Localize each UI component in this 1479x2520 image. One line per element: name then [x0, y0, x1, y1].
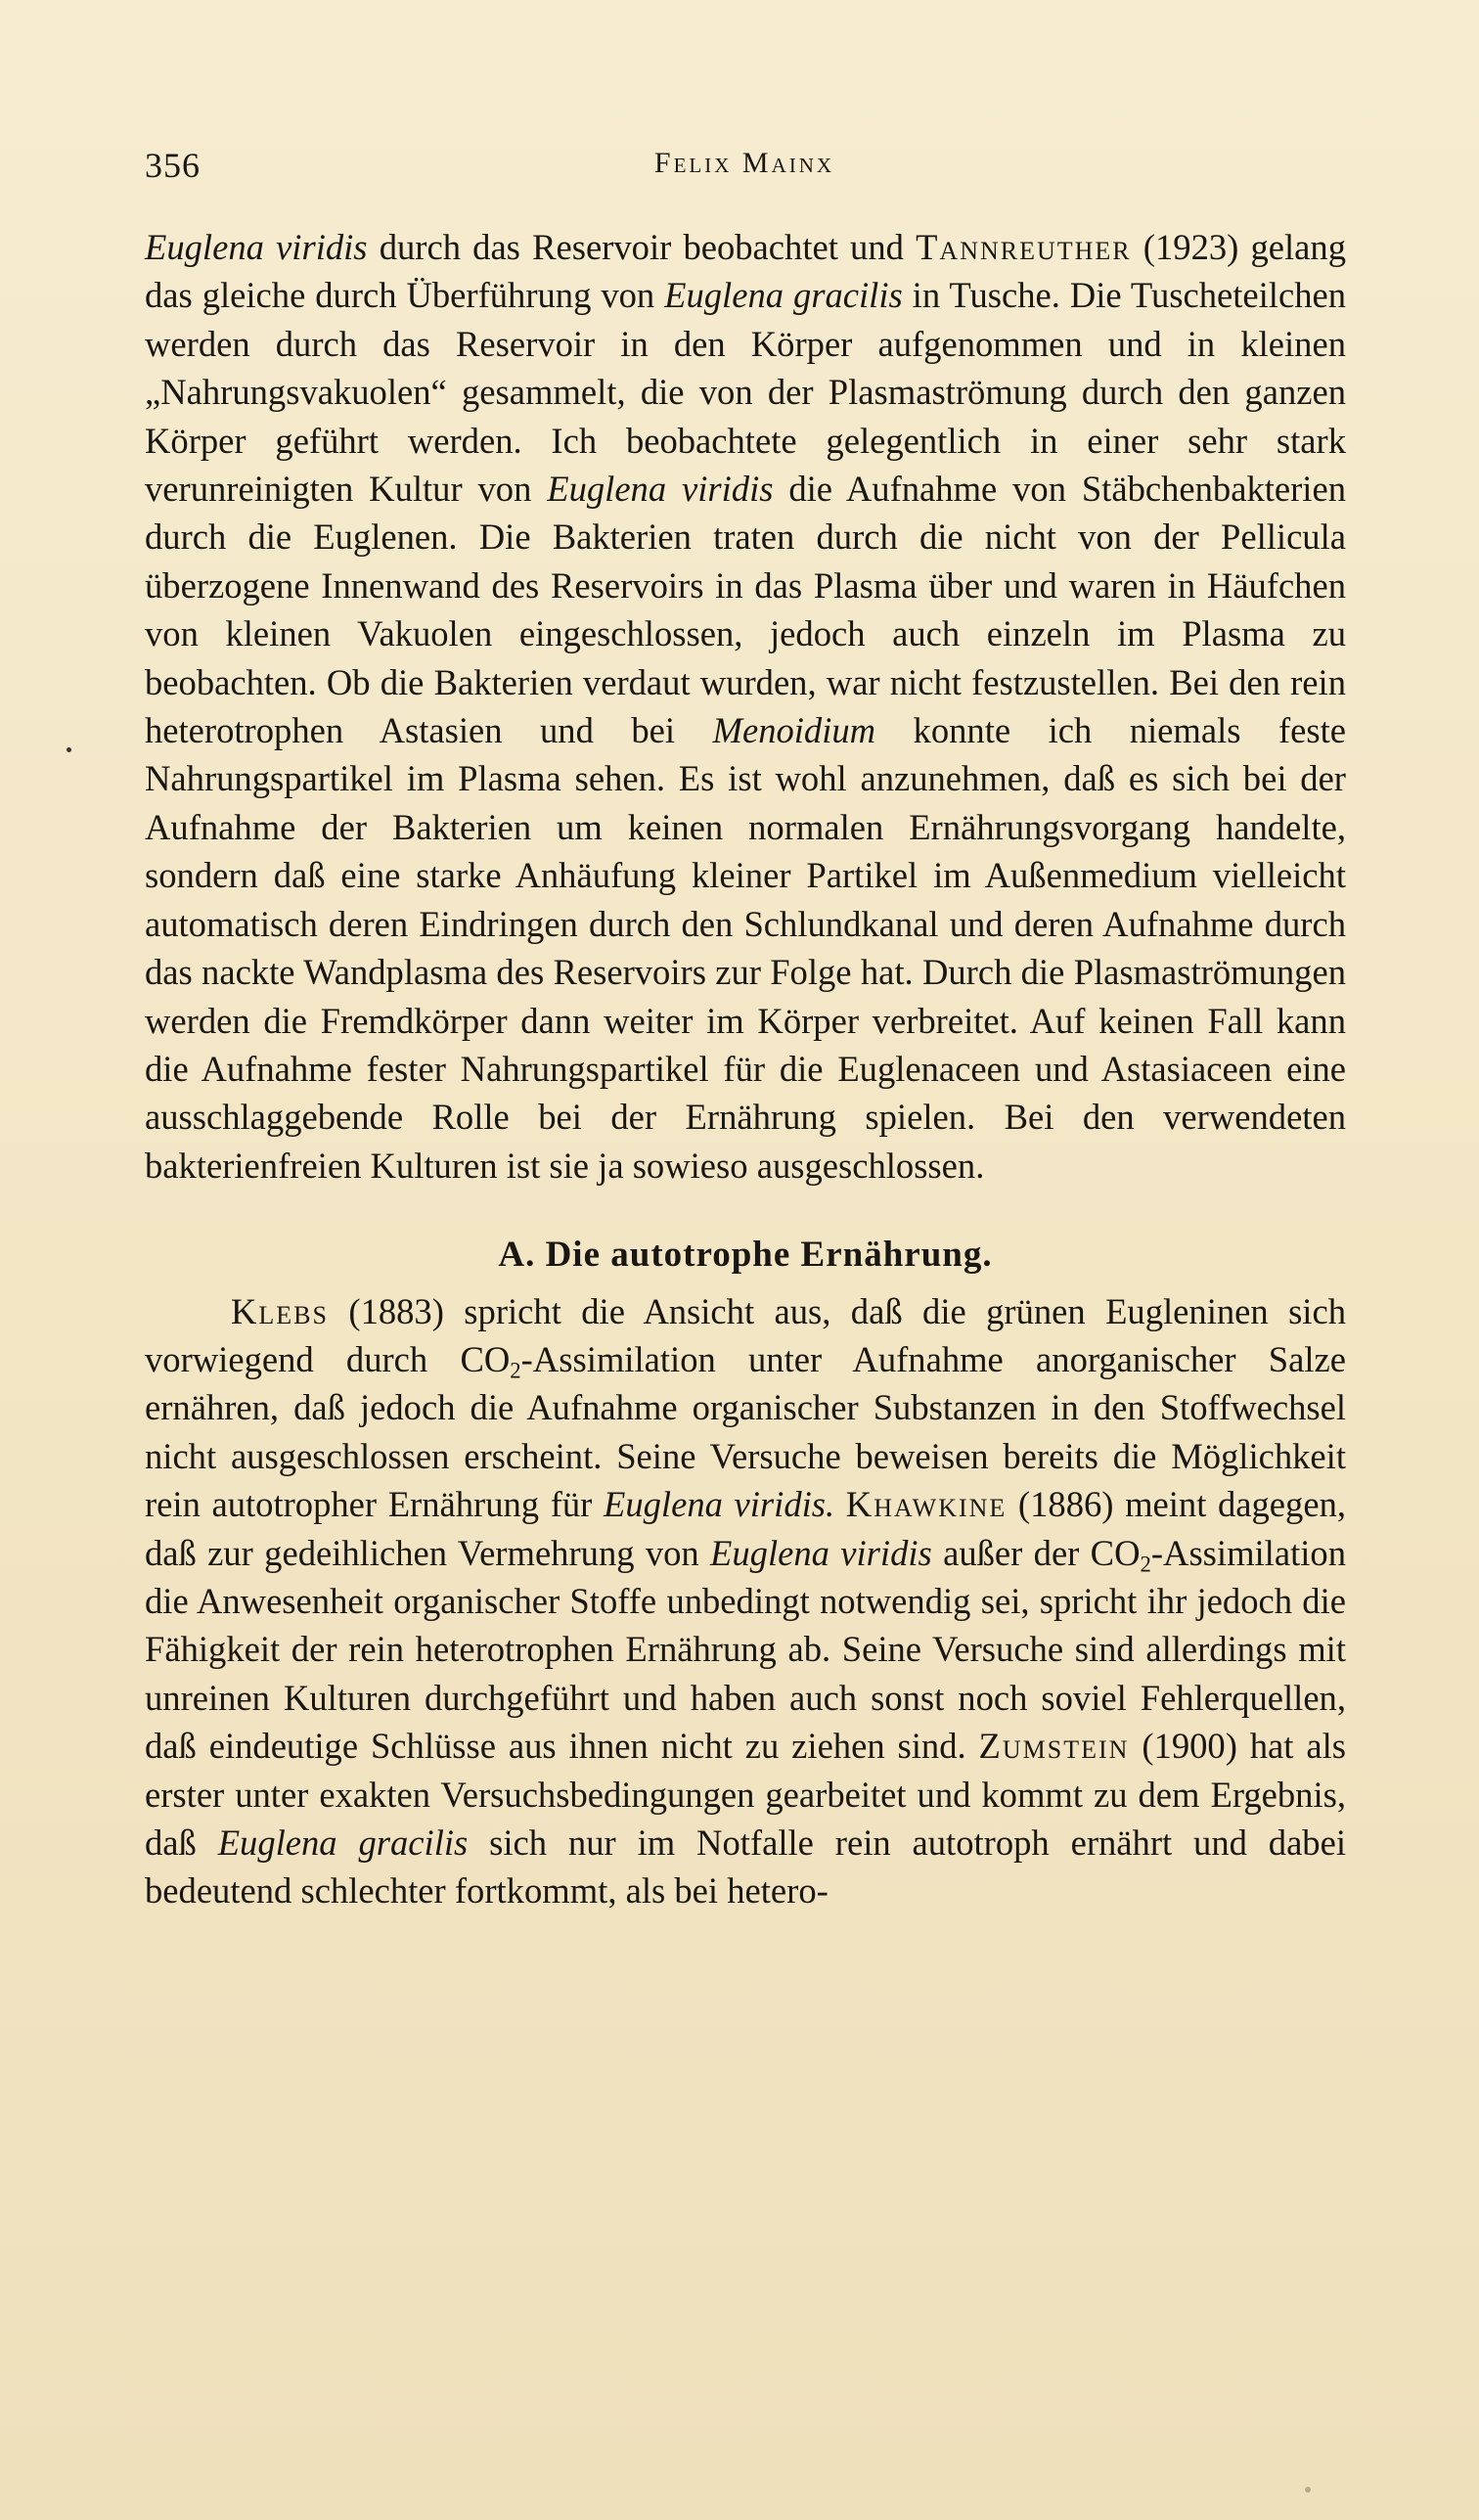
- subscript: 2: [510, 1358, 521, 1383]
- section-heading: A. Die autotrophe Ernährung.: [498, 1235, 993, 1276]
- text-run: -Assimilation die Anwesenheit organischer Stoffe unbedingt notwendig sei, spricht ihr jedoch die Fähigkeit der rein heterotrophen Ernährung ab. Seine Versuche sind allerdings mit unreinen Kulturen durchgeführt und haben auch sonst noch soviel Fehlerquellen, daß eindeutige Schlüsse aus ihnen nicht zu ziehen sind.: [145, 1532, 1346, 1767]
- text-run: konnte ich niemals feste Nahrungspartikel im Plasma sehen. Es ist wohl anzunehmen, daß es sich bei der Aufnahme der Bakterien um keinen normalen Ernährungsvorgang handelte, sondern daß eine starke Anhäufung kleiner Partikel im Außenmedium vielleicht automatisch deren Eindringen durch den Schlundkanal und deren Aufnahme durch das nackte Wandplasma des Reservoirs zur Folge hat. Durch die Plasmaströmungen werden die Fremdkörper dann weiter im Körper verbreitet. Auf keinen Fall kann die Aufnahme fester Nahrungspartikel für die Euglenaceen und Astasiaceen eine ausschlaggebende Rolle bei der Ernährung spielen. Bei den verwendeten bakterienfreien Kulturen ist sie ja sowieso ausgeschlossen.: [145, 710, 1346, 1186]
- italic-span: Menoidium: [712, 710, 876, 751]
- margin-speck: [1305, 2487, 1311, 2493]
- text-run: (1900) hat als erster unter exakten Versuchsbedingungen gearbeitet und kommt zu dem Ergebnis, daß: [145, 1726, 1346, 1863]
- small-caps-author: Klebs: [231, 1290, 329, 1331]
- italic-span: Euglena gracilis: [217, 1822, 469, 1863]
- subscript: 2: [1140, 1551, 1151, 1576]
- running-head: Felix Mainx: [653, 147, 835, 179]
- text-run: in Tusche. Die Tuscheteilchen werden durch das Reservoir in den Körper aufgenommen und in kleinen „Nahrungsvakuolen“ gesammelt, die von der Plasmaströmung durch den ganzen Körper geführt werden. Ich beobachtete gelegentlich in einer sehr stark verunreinigten Kultur von: [145, 275, 1347, 510]
- text-run: durch das Reservoir beobachtet und: [367, 227, 917, 267]
- italic-span: Euglena viridis: [145, 227, 368, 267]
- small-caps-author: Khawkine: [845, 1484, 1008, 1525]
- text-run: (1923) gelang das gleiche durch Überführung von: [145, 227, 1346, 316]
- italic-span: Euglena gracilis: [664, 275, 903, 316]
- page-number: 356: [145, 146, 201, 185]
- small-caps-author: Tannreuther: [916, 227, 1132, 267]
- italic-span: Euglena viridis: [547, 469, 774, 510]
- text-run: -Assimilation unter Aufnahme anorganischer Salze ernähren, daß jedoch die Aufnahme organischer Substanzen in den Stoffwechsel nicht ausgeschlossen erscheint. Seine Versuche beweisen bereits die Möglichkeit rein autotropher Ernährung für: [145, 1338, 1346, 1525]
- text-run: [834, 1484, 846, 1524]
- text-run: die Aufnahme von Stäbchenbakterien durch die Euglenen. Die Bakterien traten durch die nicht von der Pellicula überzogene Innenwand des Reservoirs in das Plasma über und waren in Häufchen von kleinen Vakuolen eingeschlossen, jedoch auch einzeln im Plasma zu beobachten. Ob die Bakterien verdaut wurden, war nicht festzustellen. Bei den rein heterotrophen Astasien und bei: [145, 469, 1346, 751]
- paragraph-2: [145, 1287, 1346, 1915]
- text-run: außer der CO: [931, 1532, 1141, 1573]
- text-run: (1886) meint dagegen, daß zur gedeihlichen Vermehrung von: [145, 1484, 1346, 1573]
- italic-span: Euglena viridis.: [604, 1484, 835, 1525]
- margin-speck: [67, 747, 71, 752]
- text-run: (1883) spricht die Ansicht aus, daß die grünen Eugleninen sich vorwiegend durch CO: [145, 1290, 1346, 1379]
- paragraph-1: [145, 223, 1346, 1190]
- small-caps-author: Zumstein: [978, 1726, 1130, 1767]
- body-text: [145, 223, 1346, 1915]
- page-header: [145, 145, 1344, 194]
- text-run: sich nur im Notfalle rein autotroph ernährt und dabei bedeutend schlechter fortkommt, als bei hetero-: [145, 1822, 1346, 1912]
- italic-span: Euglena viridis: [710, 1532, 932, 1573]
